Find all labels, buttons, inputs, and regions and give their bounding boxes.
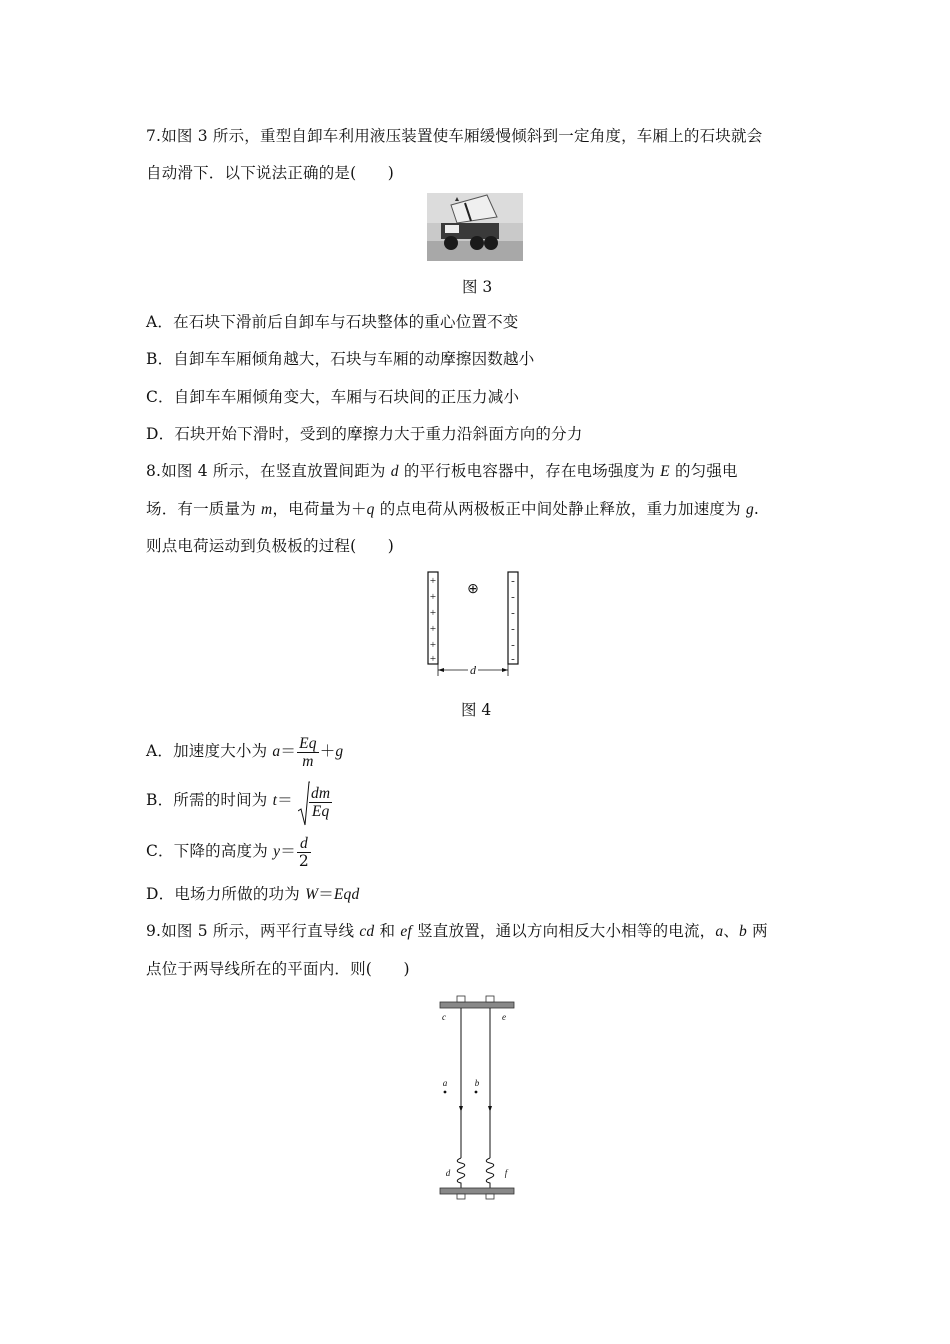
dump-truck-photo — [427, 193, 523, 261]
q8-stem-line2: 场．有一质量为 m，电荷量为＋q 的点电荷从两极板正中间处静止释放，重力加速度为 g. — [146, 500, 760, 518]
plus-sign: + — [429, 575, 437, 587]
q7-option-a: A．在石块下滑前后自卸车与石块整体的重心位置不变 — [146, 313, 519, 331]
minus-sign: - — [511, 575, 515, 587]
q7-stem-line2: 自动滑下．以下说法正确的是( ) — [146, 164, 394, 182]
plus-sign: + — [429, 591, 437, 603]
q7-stem-line1: 7.如图 3 所示，重型自卸车利用液压装置使车厢缓慢倾斜到一定角度，车厢上的石块就会 — [146, 127, 763, 145]
plus-sign: + — [429, 607, 437, 619]
parallel-wires-diagram — [432, 994, 522, 1206]
figure3-caption: 图 3 — [462, 278, 493, 296]
minus-sign: - — [511, 653, 515, 665]
label-b: b — [474, 1078, 480, 1088]
q8-stem-line1: 8.如图 4 所示，在竖直放置间距为 d 的平行板电容器中，存在电场强度为 E 的匀强电 — [146, 462, 738, 480]
q9-stem-line1: 9.如图 5 所示，两平行直导线 cd 和 ef 竖直放置，通以方向相反大小相等的电流，a、b 两 — [146, 922, 768, 940]
q8-option-d: D．电场力所做的功为 W＝Eqd — [146, 885, 360, 903]
plus-sign: + — [429, 639, 437, 651]
q7-option-d: D．石块开始下滑时，受到的摩擦力大于重力沿斜面方向的分力 — [146, 425, 583, 443]
q7-option-b: B．自卸车车厢倾角越大，石块与车厢的动摩擦因数越小 — [146, 350, 535, 368]
label-a: a — [442, 1078, 448, 1088]
spring-left — [457, 1158, 465, 1188]
minus-sign: - — [511, 607, 515, 619]
capacitor-diagram — [420, 566, 530, 682]
q8-option-c: C．下降的高度为 y＝ $\frac{d}{2}$ — [146, 834, 309, 870]
point-charge: ⊕ — [467, 582, 479, 597]
label-f: f — [504, 1168, 508, 1178]
q8-stem-line3: 则点电荷运动到负极板的过程( ) — [146, 537, 394, 555]
spring-right — [486, 1158, 494, 1188]
q8-option-b: B．所需的时间为 t＝ $\frac{dm}{Eq}$ — [146, 780, 333, 821]
label-c: c — [442, 1012, 446, 1022]
minus-sign: - — [511, 639, 515, 651]
figure4-caption: 图 4 — [461, 701, 492, 719]
label-e: e — [502, 1012, 506, 1022]
minus-sign: - — [511, 623, 515, 635]
minus-sign: - — [511, 591, 515, 603]
plus-sign: + — [429, 653, 437, 665]
plus-sign: + — [429, 623, 437, 635]
point-a — [444, 1091, 447, 1094]
distance-label: d — [470, 663, 476, 677]
q9-stem-line2: 点位于两导线所在的平面内．则( ) — [146, 960, 410, 978]
q8-option-a: A．加速度大小为 a＝ $\frac{Eq}{m}$ ＋g — [146, 734, 344, 770]
label-d: d — [445, 1168, 451, 1178]
point-b — [475, 1091, 478, 1094]
q7-option-c: C．自卸车车厢倾角变大，车厢与石块间的正压力减小 — [146, 388, 520, 406]
